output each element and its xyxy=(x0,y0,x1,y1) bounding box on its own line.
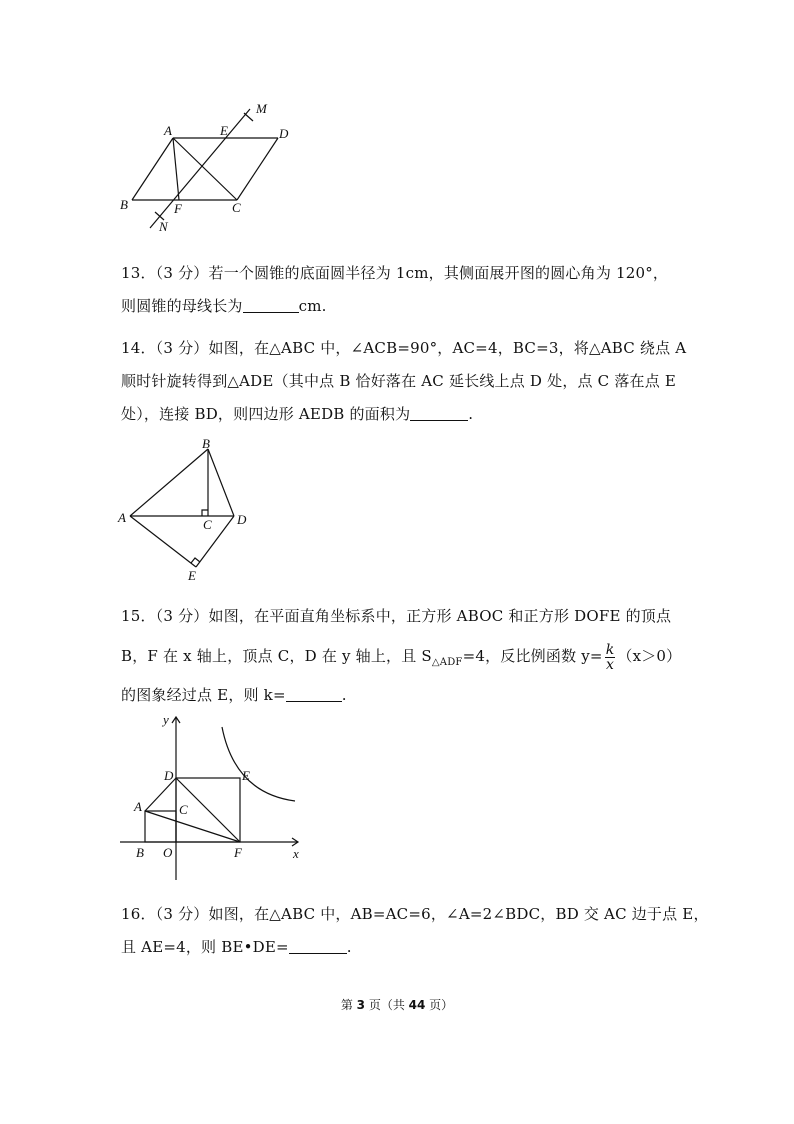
right-angle-e xyxy=(191,558,200,563)
question-13 xyxy=(121,257,681,323)
label-m: M xyxy=(256,101,267,116)
q16-line-1: 16．（3 分）如图，在△ABC 中，AB=AC=6，∠A=2∠BDC，BD 交 AC 边于点 E， xyxy=(121,905,709,923)
q16-line-2: 且 AE=4，则 BE•DE= . xyxy=(121,938,352,956)
page-total: 44 xyxy=(408,998,426,1012)
tick-m xyxy=(244,113,253,121)
answer-blank xyxy=(286,686,342,702)
page-footer: 第 3 页（共 44 页） xyxy=(340,998,454,1012)
answer-blank xyxy=(410,405,468,421)
label-a: A xyxy=(118,510,126,525)
fraction-k-over-x: $\frac{k}{x}$ xyxy=(605,641,615,673)
label-e: E xyxy=(188,568,196,583)
label-c: C xyxy=(203,517,212,532)
segment-ab xyxy=(130,449,208,516)
question-14 xyxy=(121,332,687,431)
label-o: O xyxy=(163,845,173,860)
label-y: y xyxy=(163,712,169,727)
question-15 xyxy=(121,600,681,712)
label-d: D xyxy=(237,512,247,527)
label-d: D xyxy=(279,126,289,141)
answer-blank xyxy=(289,938,347,954)
segment-ac xyxy=(173,138,237,200)
figure-coordinate-plane xyxy=(110,705,310,885)
label-b: B xyxy=(202,436,210,451)
question-16 xyxy=(121,898,709,964)
hyperbola-curve xyxy=(222,727,295,801)
q13-line-2: 则圆锥的母线长为 cm. xyxy=(121,297,327,315)
q14-line-2: 顺时针旋转得到△ADE（其中点 B 恰好落在 AC 延长线上点 D 处，点 C 落在点 E xyxy=(121,372,677,390)
segment-ed xyxy=(196,516,234,567)
right-angle-c xyxy=(202,510,208,516)
label-a: A xyxy=(164,123,172,138)
label-b: B xyxy=(136,845,144,860)
label-d: D xyxy=(164,768,174,783)
label-f: F xyxy=(174,201,182,216)
q13-line-1: 13．（3 分）若一个圆锥的底面圆半径为 1cm，其侧面展开图的圆心角为 120°， xyxy=(121,264,669,282)
q15-line-2: B，F 在 x 轴上，顶点 C，D 在 y 轴上，且 $S_{\triangle ADF}=4$，反比例函数 y= $\frac{k}{x}$ （x＞0） xyxy=(121,641,682,673)
label-e: E xyxy=(220,123,228,138)
answer-blank xyxy=(243,297,299,313)
label-n: N xyxy=(159,219,168,234)
q15-line-3: 的图象经过点 E，则 k= . xyxy=(121,686,347,704)
segment-ae xyxy=(130,516,196,567)
label-e: E xyxy=(242,768,250,783)
figure-parallelogram xyxy=(110,95,310,235)
segment-dc xyxy=(237,138,278,200)
label-x: x xyxy=(293,846,299,861)
segment-af xyxy=(145,811,240,842)
label-c: C xyxy=(232,200,241,215)
segment-bd xyxy=(208,449,234,516)
q14-line-3: 处），连接 BD，则四边形 AEDB 的面积为 . xyxy=(121,405,474,423)
figure-quadrilateral xyxy=(110,435,270,585)
label-a: A xyxy=(134,799,142,814)
label-c: C xyxy=(179,802,188,817)
page-number: 3 xyxy=(356,998,365,1012)
segment-af xyxy=(173,138,179,200)
segment-ab xyxy=(132,138,173,200)
label-f: F xyxy=(234,845,242,860)
q14-line-1: 14．（3 分）如图，在△ABC 中，∠ACB=90°，AC=4，BC=3，将△ABC 绕点 A xyxy=(121,339,687,357)
q15-line-1: 15．（3 分）如图，在平面直角坐标系中，正方形 ABOC 和正方形 DOFE 的顶点 xyxy=(121,607,672,625)
label-b: B xyxy=(120,197,128,212)
